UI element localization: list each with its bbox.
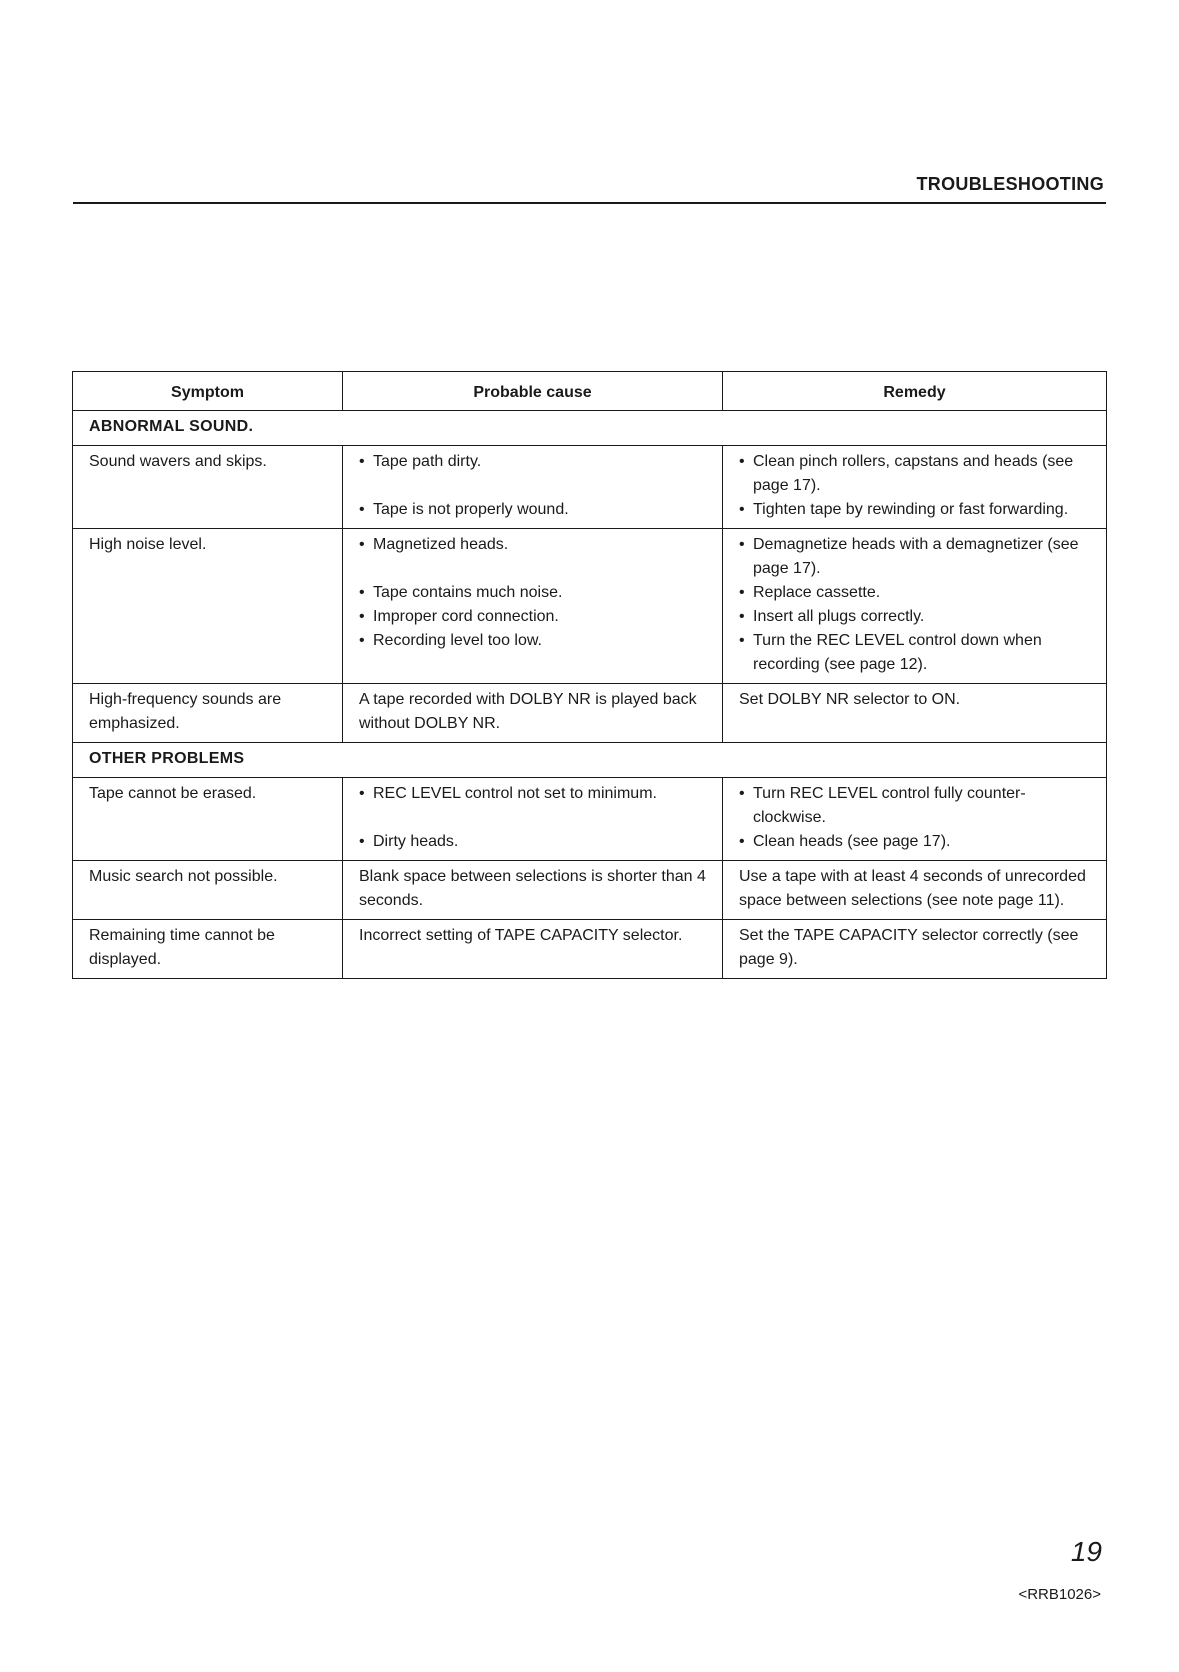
remedy-item: • Clean pinch rollers, capstans and heads (see page 17). [739, 450, 1094, 498]
remedy-item: • Turn the REC LEVEL control down when recording (see page 12). [739, 629, 1094, 677]
symptom-cell: Sound wavers and skips. [73, 446, 343, 529]
table-row [73, 861, 1107, 920]
document-code: <RRB1026> [1018, 1586, 1101, 1603]
section-row-other-problems [73, 743, 1107, 778]
cause-item: • Tape contains much noise. [359, 581, 710, 605]
cause-cell: A tape recorded with DOLBY NR is played back without DOLBY NR. [343, 684, 723, 743]
troubleshooting-table [72, 371, 1107, 979]
symptom-cell: Music search not possible. [73, 861, 343, 920]
table-header-row [73, 372, 1107, 411]
column-header-probable-cause: Probable cause [343, 372, 723, 411]
symptom-cell: Tape cannot be erased. [73, 778, 343, 861]
remedy-item: • Insert all plugs correctly. [739, 605, 1094, 629]
table-row [73, 778, 1107, 861]
table-row [73, 446, 1107, 529]
cause-item: • Improper cord connection. [359, 605, 710, 629]
remedy-cell: Set DOLBY NR selector to ON. [723, 684, 1107, 743]
cause-cell: Blank space between selections is shorter than 4 seconds. [343, 861, 723, 920]
table-row [73, 684, 1107, 743]
symptom-cell: High noise level. [73, 529, 343, 684]
column-header-remedy: Remedy [723, 372, 1107, 411]
table-row [73, 920, 1107, 979]
section-title: OTHER PROBLEMS [73, 743, 1107, 778]
page-number: 19 [1070, 1536, 1102, 1567]
cause-item: • Tape is not properly wound. [359, 498, 710, 522]
section-row-abnormal-sound [73, 411, 1107, 446]
remedy-cell [723, 446, 1107, 529]
remedy-cell [723, 529, 1107, 684]
table-row [73, 529, 1107, 684]
cause-cell [343, 778, 723, 861]
cause-item: • Dirty heads. [359, 830, 710, 854]
cause-cell [343, 446, 723, 529]
symptom-cell: High-frequency sounds are emphasized. [73, 684, 343, 743]
section-title: ABNORMAL SOUND. [73, 411, 1107, 446]
cause-item: • Magnetized heads. [359, 533, 710, 557]
remedy-cell [723, 778, 1107, 861]
cause-item: • REC LEVEL control not set to minimum. [359, 782, 710, 806]
symptom-cell: Remaining time cannot be displayed. [73, 920, 343, 979]
cause-cell [343, 529, 723, 684]
column-header-symptom: Symptom [73, 372, 343, 411]
cause-cell: Incorrect setting of TAPE CAPACITY selector. [343, 920, 723, 979]
remedy-cell: Set the TAPE CAPACITY selector correctly (see page 9). [723, 920, 1107, 979]
remedy-cell: Use a tape with at least 4 seconds of unrecorded space between selections (see note page 11). [723, 861, 1107, 920]
cause-item: • Recording level too low. [359, 629, 710, 653]
cause-item: • Tape path dirty. [359, 450, 710, 474]
remedy-item: • Demagnetize heads with a demagnetizer (see page 17). [739, 533, 1094, 581]
remedy-item: • Clean heads (see page 17). [739, 830, 1094, 854]
remedy-item: • Turn REC LEVEL control fully counter-clockwise. [739, 782, 1094, 830]
remedy-item: • Replace cassette. [739, 581, 1094, 605]
header-rule [73, 202, 1106, 204]
remedy-item: • Tighten tape by rewinding or fast forwarding. [739, 498, 1094, 522]
page-header-title: TROUBLESHOOTING [916, 174, 1104, 194]
